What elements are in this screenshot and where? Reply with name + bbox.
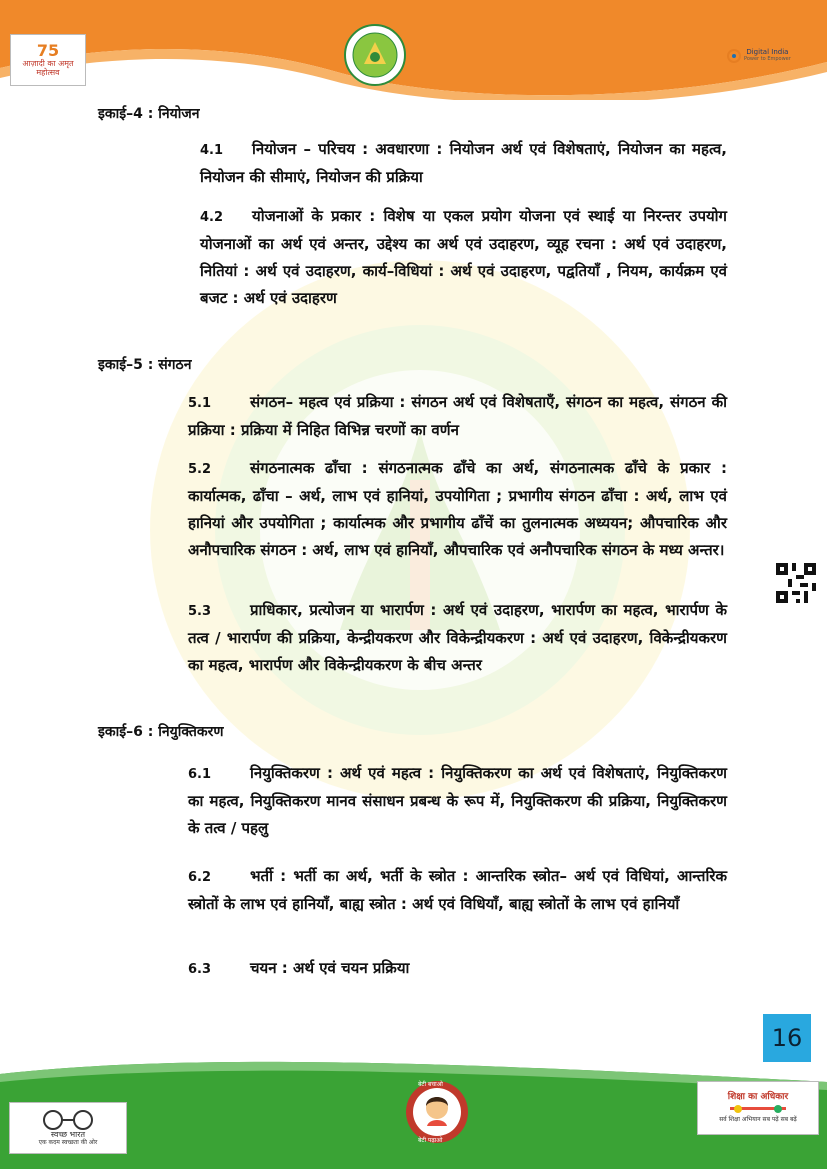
section-text: योजनाओं के प्रकार : विशेष या एकल प्रयोग योजना एवं स्थाई या निरन्तर उपयोग योजनाओं का अर्थ एवं अन्तर, उद्देश्य का अर्थ एवं उदाहरण, व्यूह रचना : अर्थ एवं उदाहरण, नितियां : अर्थ एवं उदाहरण, कार्य–विधियां : अर्थ एवं उदाहरण, पद्वतियाँ , नियम, कार्यक्रम एवं बजट : अर्थ एवं उदाहरण xyxy=(200,207,727,307)
swachh-bharat-tagline: एक कदम स्वच्छता की ओर xyxy=(38,1139,98,1147)
unit-5-title: इकाई–5 : संगठन xyxy=(98,357,192,373)
beti-bachao-beti-padhao-icon xyxy=(405,1080,469,1144)
section-number: 6.3 xyxy=(188,962,212,977)
section-number: 5.2 xyxy=(188,462,212,477)
section-number: 6.1 xyxy=(188,767,212,782)
section-6-3 xyxy=(188,955,727,983)
section-number: 4.1 xyxy=(200,143,224,158)
digital-india-icon xyxy=(726,48,742,64)
section-text: नियुक्तिकरण : अर्थ एवं महत्व : नियुक्तिकरण का अर्थ एवं विशेषताएं, नियुक्तिकरण का महत्व, नियुक्तिकरण मानव संसाधन प्रबन्ध के रूप में, नियुक्तिकरण की प्रक्रिया, नियुक्तिकरण के तत्व / पहलु xyxy=(188,764,727,837)
section-text: चयन : अर्थ एवं चयन प्रक्रिया xyxy=(250,959,410,977)
section-number: 5.3 xyxy=(188,604,212,619)
beti-bachao-text: बेटी बचाओ xyxy=(418,1081,443,1088)
header-band xyxy=(0,0,827,100)
right-to-education-logo xyxy=(697,1081,819,1135)
section-4-1 xyxy=(200,136,727,191)
section-text: संगठनात्मक ढाँचा : संगठनात्मक ढाँचे का अर्थ, संगठनात्मक ढाँचे के प्रकार : कार्यात्मक, ढाँचा – अर्थ, लाभ एवं हानियां, उपयोगिता ; प्रभागीय संगठन ढाँचा : अर्थ, लाभ एवं हानियां और उपयोगिता ; कार्यात्मक और प्रभागीय ढाँचें का तुलनात्मक अध्ययन; औपचारिक और अनौपचारिक संगठन : अर्थ, लाभ एवं हानियाँ, औपचारिक एवं अनौपचारिक संगठन के मध्य अन्तर। xyxy=(188,459,727,559)
section-number: 4.2 xyxy=(200,210,224,225)
page-number: 16 xyxy=(763,1014,811,1062)
digital-india-tagline: Power to Empower xyxy=(744,56,791,63)
gandhi-glasses-icon xyxy=(33,1109,103,1131)
digital-india-logo xyxy=(726,38,796,74)
section-text: नियोजन – परिचय : अवधारणा : नियोजन अर्थ एवं विशेषताएं, नियोजन का महत्व, नियोजन की सीमाएं, नियोजन की प्रक्रिया xyxy=(200,140,727,186)
swachh-bharat-text: स्वच्छ भारत xyxy=(50,1130,86,1140)
section-5-1 xyxy=(188,389,727,444)
children-reading-icon xyxy=(728,1103,788,1117)
azadi-logo-text: आज़ादी का अमृत महोत्सव xyxy=(22,59,74,77)
section-text: प्राधिकार, प्रत्योजन या भारार्पण : अर्थ एवं उदाहरण, भारार्पण का महत्व, भारार्पण के तत्व / भारार्पण की प्रक्रिया, केन्द्रीयकरण और विकेन्द्रीयकरण : अर्थ एवं उदाहरण, विकेन्द्रीयकरण का महत्व, भारार्पण और विकेन्द्रीयकरण के बीच अन्तर xyxy=(188,601,727,674)
unit-6-title: इकाई–6 : नियुक्तिकरण xyxy=(98,724,224,740)
section-text: भर्ती : भर्ती का अर्थ, भर्ती के स्त्रोत : आन्तरिक स्त्रोत– अर्थ एवं विधियां, आन्तरिक स्त्रोतों के लाभ एवं हानियाँ, बाह्य स्त्रोत : अर्थ एवं विधियाँ, बाह्य स्त्रोतों के लाभ एवं हानियाँ xyxy=(188,867,727,913)
section-text: संगठन– महत्व एवं प्रक्रिया : संगठन अर्थ एवं विशेषताएँ, संगठन का महत्व, संगठन की प्रक्रिया : प्रक्रिया में निहित विभिन्न चरणों का वर्णन xyxy=(188,393,727,439)
unit-4-title: इकाई–4 : नियोजन xyxy=(98,106,200,122)
section-6-2 xyxy=(188,863,727,918)
section-number: 5.1 xyxy=(188,396,212,411)
swachh-bharat-logo xyxy=(9,1102,127,1154)
section-5-2 xyxy=(188,455,727,564)
rte-title: शिक्षा का अधिकार xyxy=(727,1091,789,1102)
qr-code-icon[interactable] xyxy=(776,563,816,603)
azadi-logo-number: 75 xyxy=(36,41,60,61)
section-number: 6.2 xyxy=(188,870,212,885)
section-6-1 xyxy=(188,760,727,842)
digital-india-text: Digital India xyxy=(746,48,789,57)
beti-padhao-text: बेटी पढ़ाओ xyxy=(418,1137,443,1144)
section-5-3 xyxy=(188,597,727,679)
uttarakhand-education-seal-icon xyxy=(344,24,406,86)
seal-caption xyxy=(300,90,450,91)
section-4-2 xyxy=(200,203,727,312)
rte-tagline: सर्व शिक्षा अभियान सब पढ़ें सब बढ़ें xyxy=(719,1115,797,1123)
azadi-amrit-mahotsav-logo xyxy=(10,34,86,86)
